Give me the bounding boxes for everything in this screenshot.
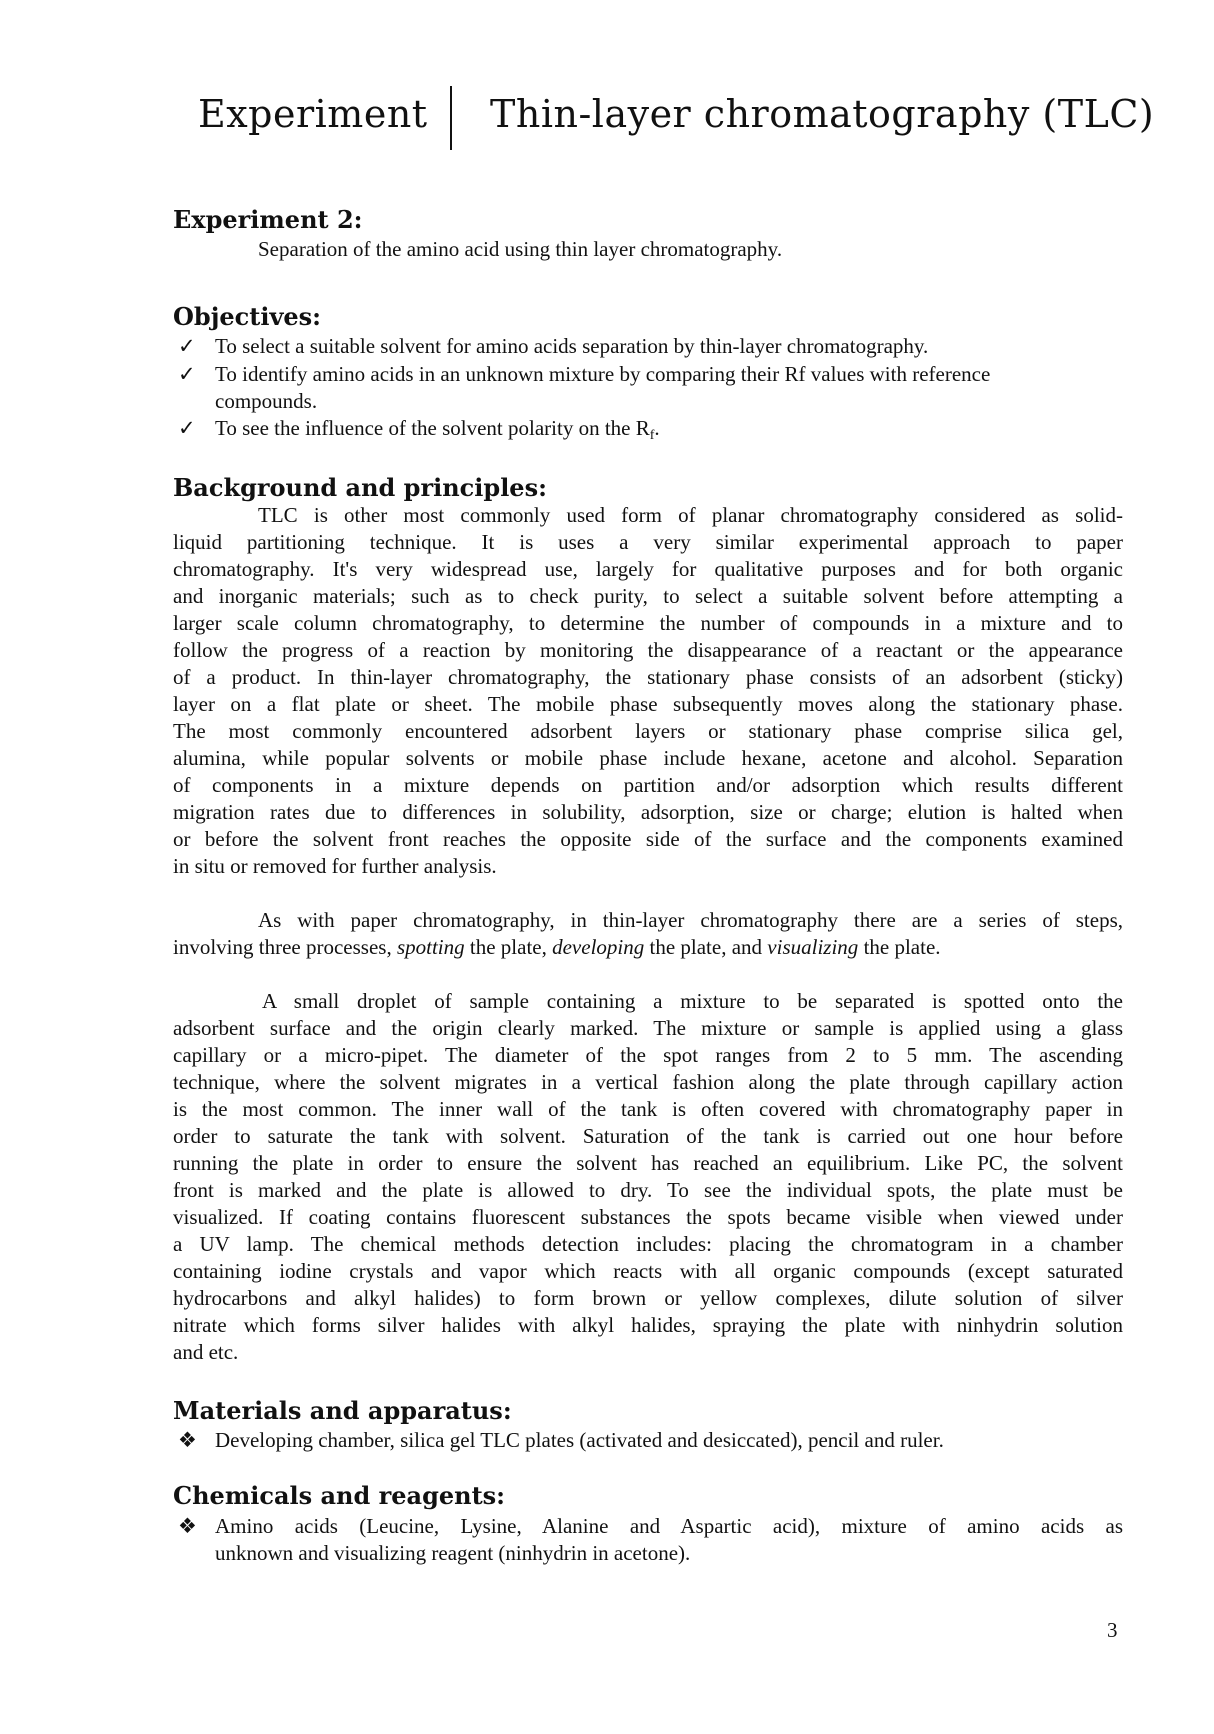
paragraph-line: containing iodine crystals and vapor which reacts with all organic compounds (except saturated <box>173 1259 1123 1283</box>
text-run: involving three processes, <box>173 935 397 959</box>
experiment-text: Separation of the amino acid using thin layer chromatography. <box>258 237 783 261</box>
objective-item <box>173 361 1123 389</box>
chemicals-heading: Chemicals and reagents: <box>173 1481 506 1510</box>
paragraph-line: technique, where the solvent migrates in a vertical fashion along the plate through capillary action <box>173 1070 1123 1094</box>
chemicals-item <box>173 1513 1123 1541</box>
objective-text <box>215 415 1123 450</box>
checkmark-icon: ✓ <box>178 416 196 440</box>
paragraph-line: hydrocarbons and alkyl halides) to form brown or yellow complexes, dilute solution of silver <box>173 1286 1123 1310</box>
checkmark-icon: ✓ <box>178 334 196 358</box>
paragraph-line: in situ or removed for further analysis. <box>173 854 497 878</box>
paragraph-line: capillary or a micro-pipet. The diameter of the spot ranges from 2 to 5 mm. The ascending <box>173 1043 1123 1067</box>
objective-text: compounds. <box>215 389 318 413</box>
objective-item <box>173 333 1123 361</box>
objectives-heading: Objectives: <box>173 302 322 331</box>
paragraph-line: visualized. If coating contains fluorescent substances the spots became visible when viewed under <box>173 1205 1123 1229</box>
background-heading: Background and principles: <box>173 473 547 502</box>
paragraph-line: and etc. <box>173 1340 239 1364</box>
experiment-heading: Experiment 2: <box>173 205 363 234</box>
header-right-title: Thin-layer chromatography (TLC) <box>490 92 1155 136</box>
emphasis-developing: developing <box>552 935 645 959</box>
paragraph-line: is the most common. The inner wall of the tank is often covered with chromatography paper in <box>173 1097 1123 1121</box>
objective-text: To select a suitable solvent for amino acids separation by thin-layer chromatography. <box>215 334 929 358</box>
paragraph-line: chromatography. It's very widespread use, largely for qualitative purposes and for both organic <box>173 557 1123 581</box>
paragraph-line: liquid partitioning technique. It is uses a very similar experimental approach to paper <box>173 530 1123 554</box>
header-left-title: Experiment <box>198 92 428 136</box>
materials-item <box>173 1427 1123 1455</box>
paragraph-line: follow the progress of a reaction by monitoring the disappearance of a reactant or the appearance <box>173 638 1123 662</box>
text-run: the plate. <box>858 935 941 959</box>
paragraph-line: front is marked and the plate is allowed to dry. To see the individual spots, the plate must be <box>173 1178 1123 1202</box>
objective-text-main: To see the influence of the solvent polarity on the R <box>215 416 650 440</box>
paragraph-line: of a product. In thin-layer chromatography, the stationary phase consists of an adsorbent (sticky) <box>173 665 1123 689</box>
emphasis-spotting: spotting <box>396 935 465 959</box>
paragraph-line: The most commonly encountered adsorbent layers or stationary phase comprise silica gel, <box>173 719 1123 743</box>
objective-item-continued <box>173 388 1123 416</box>
emphasis-visualizing: visualizing <box>767 935 859 959</box>
paragraph-line: running the plate in order to ensure the solvent has reached an equilibrium. Like PC, the solvent <box>173 1151 1123 1175</box>
paragraph-line <box>173 934 1123 962</box>
materials-heading: Materials and apparatus: <box>173 1396 512 1425</box>
paragraph-line: A small droplet of sample containing a mixture to be separated is spotted onto the <box>262 989 1123 1013</box>
objective-text: To identify amino acids in an unknown mixture by comparing their Rf values with reference <box>215 362 991 386</box>
objective-text-end: . <box>654 416 660 440</box>
paragraph-line: larger scale column chromatography, to determine the number of compounds in a mixture and to <box>173 611 1123 635</box>
diamond-bullet-icon: ❖ <box>178 1428 197 1452</box>
paragraph-line: or before the solvent front reaches the opposite side of the surface and the components examined <box>173 827 1123 851</box>
chemicals-text-line2: unknown and visualizing reagent (ninhydrin in acetone). <box>215 1541 691 1565</box>
header-divider <box>450 86 452 150</box>
paragraph-line: nitrate which forms silver halides with alkyl halides, spraying the plate with ninhydrin solution <box>173 1313 1123 1337</box>
chemicals-text-line1: Amino acids (Leucine, Lysine, Alanine and Aspartic acid), mixture of amino acids as <box>215 1514 1123 1538</box>
paragraph-line: a UV lamp. The chemical methods detection includes: placing the chromatogram in a chamber <box>173 1232 1123 1256</box>
objective-item <box>173 415 1123 450</box>
paragraph-line: order to saturate the tank with solvent. Saturation of the tank is carried out one hour before <box>173 1124 1123 1148</box>
checkmark-icon: ✓ <box>178 362 196 386</box>
paragraph-line: adsorbent surface and the origin clearly marked. The mixture or sample is applied using a glass <box>173 1016 1123 1040</box>
paragraph-line: migration rates due to differences in solubility, adsorption, size or charge; elution is halted when <box>173 800 1123 824</box>
text-run: the plate, and <box>644 935 768 959</box>
paragraph-line: alumina, while popular solvents or mobile phase include hexane, acetone and alcohol. Separation <box>173 746 1123 770</box>
text-run: the plate, <box>464 935 553 959</box>
page-number: 3 <box>1107 1618 1118 1642</box>
materials-text: Developing chamber, silica gel TLC plates (activated and desiccated), pencil and ruler. <box>215 1428 944 1452</box>
rf-subscript: f <box>649 428 655 443</box>
paragraph-line: layer on a flat plate or sheet. The mobile phase subsequently moves along the stationary phase. <box>173 692 1123 716</box>
chemicals-item-continued <box>173 1540 1123 1568</box>
diamond-bullet-icon: ❖ <box>178 1514 197 1538</box>
paragraph-line: and inorganic materials; such as to check purity, to select a suitable solvent before attempting a <box>173 584 1123 608</box>
paragraph-line: As with paper chromatography, in thin-layer chromatography there are a series of steps, <box>258 908 1123 932</box>
paragraph-line: of components in a mixture depends on partition and/or adsorption which results different <box>173 773 1123 797</box>
paragraph-line: TLC is other most commonly used form of planar chromatography considered as solid- <box>258 503 1123 527</box>
